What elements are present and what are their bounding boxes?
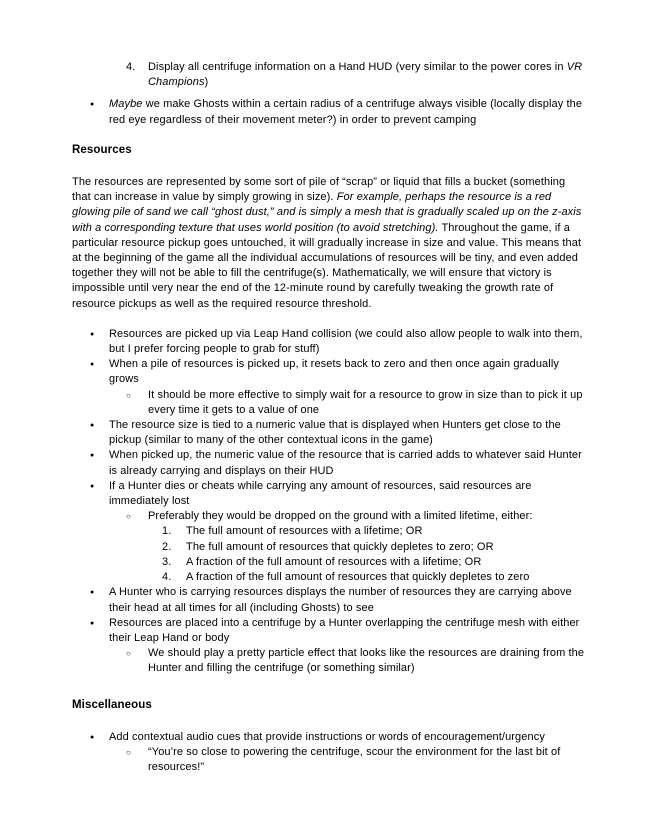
list-item-text <box>109 97 587 127</box>
hollow-bullet-icon: ○ <box>126 747 131 757</box>
list-item-drop-option-3 <box>72 555 587 570</box>
list-item-audio-cue-example <box>72 745 587 775</box>
list-item-ghost-visibility <box>72 97 587 127</box>
list-item-reset-to-zero <box>72 357 587 387</box>
list-item-text <box>148 60 587 90</box>
list-item-text: Preferably they would be dropped on the ground with a limited lifetime, either: <box>148 510 533 523</box>
resources-paragraph <box>72 175 587 312</box>
section-heading-resources: Resources <box>72 143 132 156</box>
text-segment: Throughout the game, if a particular resource pickup goes untouched, it will gradually increase in size and value. This means that at the beginning of the game all the individual accumulations of resources will be tiny, and even added together they will not be able to fill the centrifuge(s). Mathematically, we will ensure that victory is impossible until very near the end of the 12-minute round by carefully tweaking the growth rate of resource pickups as well as the required resource threshold. <box>72 221 582 310</box>
list-number: 4. <box>162 571 172 584</box>
list-item-text: Resources are picked up via Leap Hand collision (we could also allow people to walk into them, but I prefer forcing people to grab for stuff) <box>109 327 583 356</box>
list-item-drop-option-4 <box>72 570 587 585</box>
list-item-text: The resource size is tied to a numeric value that is displayed when Hunters get close to the pickup (similar to many of the other contextual icons in the game) <box>109 419 561 447</box>
text-segment: The resources are represented by some sort of pile of “scrap” or liquid that fills a bucket (something that can increase in value by simply growing in size). <box>72 176 566 204</box>
list-item-text: A fraction of the full amount of resources with a lifetime; OR <box>186 555 482 568</box>
hollow-bullet-icon: ○ <box>126 512 131 522</box>
list-item-dropped-on-ground <box>72 509 587 524</box>
bullet-icon: ● <box>90 589 95 597</box>
bullet-icon: ● <box>90 330 95 338</box>
list-item-centrifuge-placement <box>72 616 587 646</box>
bullet-icon: ● <box>90 422 95 430</box>
list-item-audio-cues <box>72 730 587 745</box>
list-item-text: It should be more effective to simply wait for a resource to grow in size than to pick it up every time it gets to a value of one <box>148 388 583 416</box>
list-item-wait-to-grow <box>72 388 587 418</box>
text-segment: we make Ghosts within a certain radius of a centrifuge always visible (locally display the red eye regardless of their movement meter?) in order to prevent camping <box>109 98 583 126</box>
list-number: 2. <box>162 540 172 553</box>
list-item-text: A fraction of the full amount of resources that quickly depletes to zero <box>186 571 530 584</box>
list-item-text: We should play a pretty particle effect that looks like the resources are draining from the Hunter and filling the centrifuge (or something similar) <box>148 647 585 675</box>
bullet-icon: ● <box>90 101 95 109</box>
miscellaneous-list <box>72 730 587 776</box>
resources-list <box>72 327 587 677</box>
document-content <box>72 60 587 775</box>
list-number: 3. <box>162 555 172 568</box>
hollow-bullet-icon: ○ <box>126 649 131 659</box>
list-item-text: “You’re so close to powering the centrifuge, scour the environment for the last bit of resources!” <box>148 745 561 774</box>
list-item-text: The full amount of resources that quickly depletes to zero; OR <box>186 540 494 553</box>
text-segment: Display all centrifuge information on a Hand HUD (very similar to the power cores in <box>148 61 567 73</box>
list-item-numeric-value <box>72 418 587 448</box>
list-item-text: When a pile of resources is picked up, it resets back to zero and then once again gradually grows <box>109 358 559 386</box>
list-number: 4. <box>126 61 136 73</box>
text-segment: ) <box>204 76 209 89</box>
list-number: 1. <box>162 525 172 538</box>
list-item-hand-hud <box>72 60 587 90</box>
bullet-icon: ● <box>90 482 95 490</box>
italic-text-example: For example, perhaps the resource is a red glowing pile of sand we call “ghost dust,” and is simply a mesh that is gradually scaled up on the z-axis with a corresponding texture that uses world position (to avoid stretching). <box>72 191 582 234</box>
italic-text-maybe: Maybe <box>109 98 143 111</box>
list-item-text: When picked up, the numeric value of the resource that is carried adds to whatever said Hunter is already carrying and displays on their HUD <box>109 449 582 477</box>
bullet-icon: ● <box>90 619 95 627</box>
bullet-icon: ● <box>90 361 95 369</box>
list-item-death-loss <box>72 479 587 509</box>
bullet-icon: ● <box>90 452 95 460</box>
list-item-drop-option-1 <box>72 524 587 539</box>
list-item-particle-effect <box>72 646 587 676</box>
list-item-text: Resources are placed into a centrifuge by a Hunter overlapping the centrifuge mesh with either their Leap Hand or body <box>109 616 580 644</box>
list-item-overhead-display <box>72 585 587 615</box>
list-item-text: If a Hunter dies or cheats while carrying any amount of resources, said resources are immediately lost <box>109 479 532 508</box>
list-item-pickup-collision <box>72 327 587 357</box>
list-item-text: A Hunter who is carrying resources displays the number of resources they are carrying above their head at all times for all (including Ghosts) to see <box>109 586 572 614</box>
section-heading-miscellaneous: Miscellaneous <box>72 698 152 711</box>
list-item-text: Add contextual audio cues that provide instructions or words of encouragement/urgency <box>109 730 545 743</box>
list-item-text: The full amount of resources with a lifetime; OR <box>186 525 423 538</box>
hollow-bullet-icon: ○ <box>126 390 131 400</box>
italic-text-vr-champions: VR Champions <box>148 61 583 89</box>
bullet-icon: ● <box>90 733 95 741</box>
list-item-drop-option-2 <box>72 540 587 555</box>
list-item-adds-to-hud <box>72 448 587 478</box>
